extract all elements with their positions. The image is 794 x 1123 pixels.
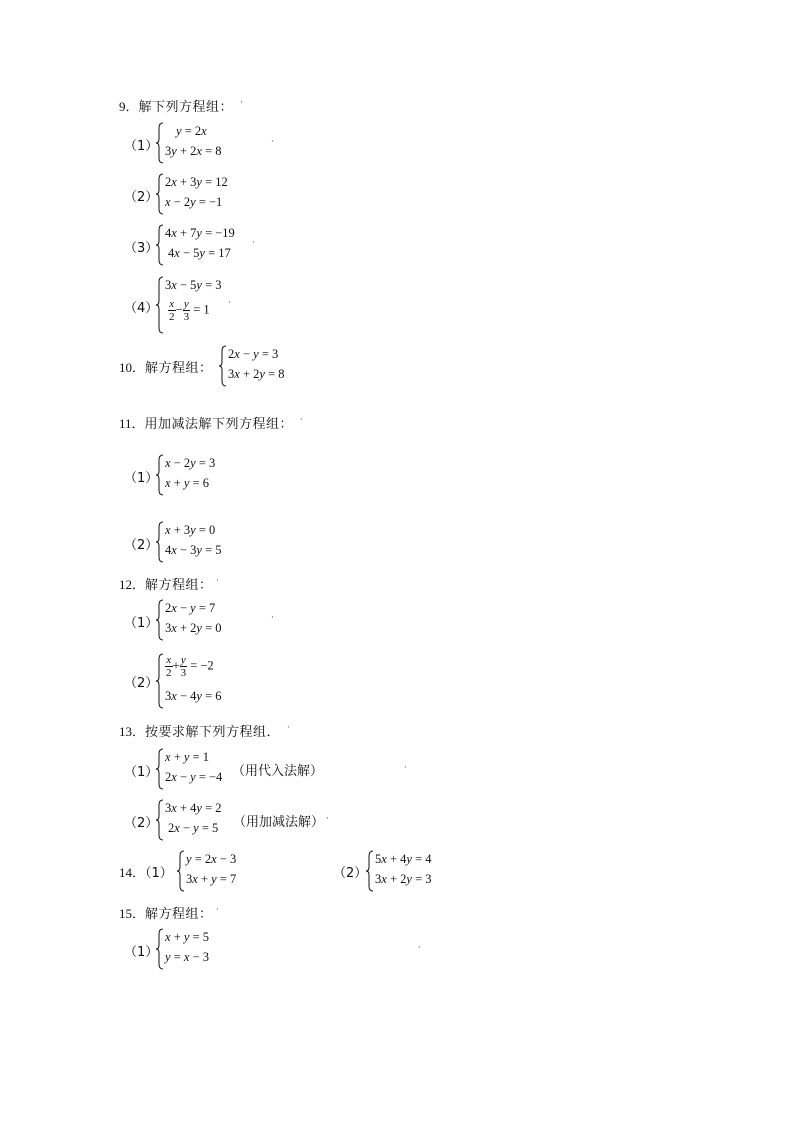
paragraph-mark: · [418,943,421,953]
q9-part3-system [156,224,266,266]
equation-2: 3x + y = 7 [186,872,237,886]
equation-2: 3x + 2y = 3 [375,872,432,886]
q12-part1-system [156,599,246,641]
equation-2: 4x − 3y = 5 [165,543,222,557]
equation-1: x + y = 1 [165,750,209,764]
q9-part1-system [156,122,276,164]
question-text: 用加减法解下列方程组： [144,417,294,432]
numerator: x [169,298,175,310]
fraction [180,654,188,679]
question-text: 解下列方程组： [138,100,234,115]
paragraph-mark: · [228,298,231,308]
q12-part1-label: （1） [124,616,159,631]
question-number: 12． [119,577,146,592]
q11-part1-system [156,454,246,496]
equation-2: $\frac{x}{2}$ − $\frac{y}{3}$ = 1 [169,298,210,323]
denominator: 3 [180,667,187,679]
fraction [165,654,173,679]
paragraph-mark: · [287,723,290,733]
question-13-heading [119,721,280,740]
question-text: 解方程组： [145,578,213,593]
question-number: 13． [119,724,146,739]
question-12-heading [119,574,213,593]
equation-2: 3x + 2y = 8 [228,367,285,381]
equation-2: x + y = 6 [165,476,209,490]
equation-1: 4x + 7y = −19 [165,226,235,240]
brace-icon [156,454,164,496]
equation-1: x + y = 5 [165,930,209,944]
q9-part2-system [156,173,266,215]
equation-1: x − 2y = 3 [165,456,216,470]
paragraph-mark: · [216,905,219,915]
fraction [168,298,176,323]
question-number: 9． [119,99,139,114]
brace-icon [156,799,164,841]
brace-icon [177,850,185,892]
brace-icon [366,850,374,892]
q13-part1-label: （1） [124,765,159,780]
equation-2: 2x − y = 5 [168,821,219,835]
equation-1: 2x + 3y = 12 [165,175,228,189]
brace-icon [156,276,164,334]
q14-part2-label: （2） [333,866,368,881]
paragraph-mark: · [271,613,274,623]
q13-part2-label: （2） [124,816,159,831]
q11-part1-label: （1） [124,471,159,486]
equation-2: 3x + 2y = 0 [165,621,222,635]
question-text: 解方程组： [145,361,213,376]
numerator: y [183,298,189,310]
question-text: 解方程组： [145,907,213,922]
paragraph-mark: · [240,98,243,108]
q14-part1-label: （1） [145,866,173,881]
equation-2: 2x − y = −4 [165,770,223,784]
equation-2: x − 2y = −1 [165,195,223,209]
equation-2: 3y + 2x = 8 [165,144,222,158]
question-number: 15． [119,906,146,921]
brace-icon [156,122,164,164]
question-15-heading [119,903,213,922]
q12-part2-label: （2） [124,676,159,691]
brace-icon [156,521,164,563]
equation-1: 3x + 4y = 2 [165,801,222,815]
brace-icon [156,173,164,215]
brace-icon [156,653,164,709]
question-number: 10． [119,360,146,375]
q9-part3-label: （3） [124,241,159,256]
method-note: （用加减法解） [233,815,325,830]
equation-1: y = 2x [176,124,207,138]
question-10-heading [119,357,213,376]
brace-icon [219,345,227,387]
denominator: 2 [166,667,172,679]
equation-1: 3x − 5y = 3 [165,278,222,292]
paragraph-mark: · [271,137,274,147]
question-11-heading [119,413,293,432]
paragraph-mark: · [216,576,219,586]
question-9-heading [119,96,233,115]
equation-1: $\frac{x}{2}$ + $\frac{y}{3}$ = −2 [166,654,214,679]
denominator: 3 [183,311,190,323]
q15-part1-system [156,928,246,970]
equation-2: 3x − 4y = 6 [165,689,222,703]
question-number: 14． [119,865,146,880]
paragraph-mark: · [300,415,303,425]
q14-part1-system [177,850,267,892]
q14-part2-system [366,850,456,892]
brace-icon [156,599,164,641]
fraction [183,298,191,323]
q9-part4-label: （4） [124,301,159,316]
denominator: 2 [169,311,175,323]
q9-part1-label: （1） [124,139,159,154]
q9-part2-label: （2） [124,190,159,205]
numerator: y [180,654,186,666]
paragraph-mark: · [252,238,255,248]
equation-2: y = x − 3 [165,950,209,964]
question-text: 按要求解下列方程组． [145,725,281,740]
q15-part1-label: （1） [124,945,159,960]
brace-icon [156,748,164,790]
question-number: 11． [119,416,145,431]
q10-system [219,345,309,387]
equation-1: 2x − y = 3 [228,347,279,361]
q11-part2-label: （2） [124,538,159,553]
q9-part4-system [156,276,266,334]
equation-1: 2x − y = 7 [165,601,216,615]
numerator: x [166,654,172,666]
rhs: = −2 [190,658,214,673]
equation-1: 5x + 4y = 4 [375,852,432,866]
q12-part2-system [156,653,256,709]
question-14-heading [119,862,173,881]
method-note: （用代入法解） [232,764,324,779]
paragraph-mark: · [326,814,329,824]
rhs: = 1 [193,302,210,317]
equation-2: 4x − 5y = 17 [168,246,231,260]
equation-1: x + 3y = 0 [165,523,216,537]
brace-icon [156,928,164,970]
brace-icon [156,224,164,266]
equation-1: y = 2x − 3 [186,852,237,866]
paragraph-mark: · [404,763,407,773]
q11-part2-system [156,521,246,563]
